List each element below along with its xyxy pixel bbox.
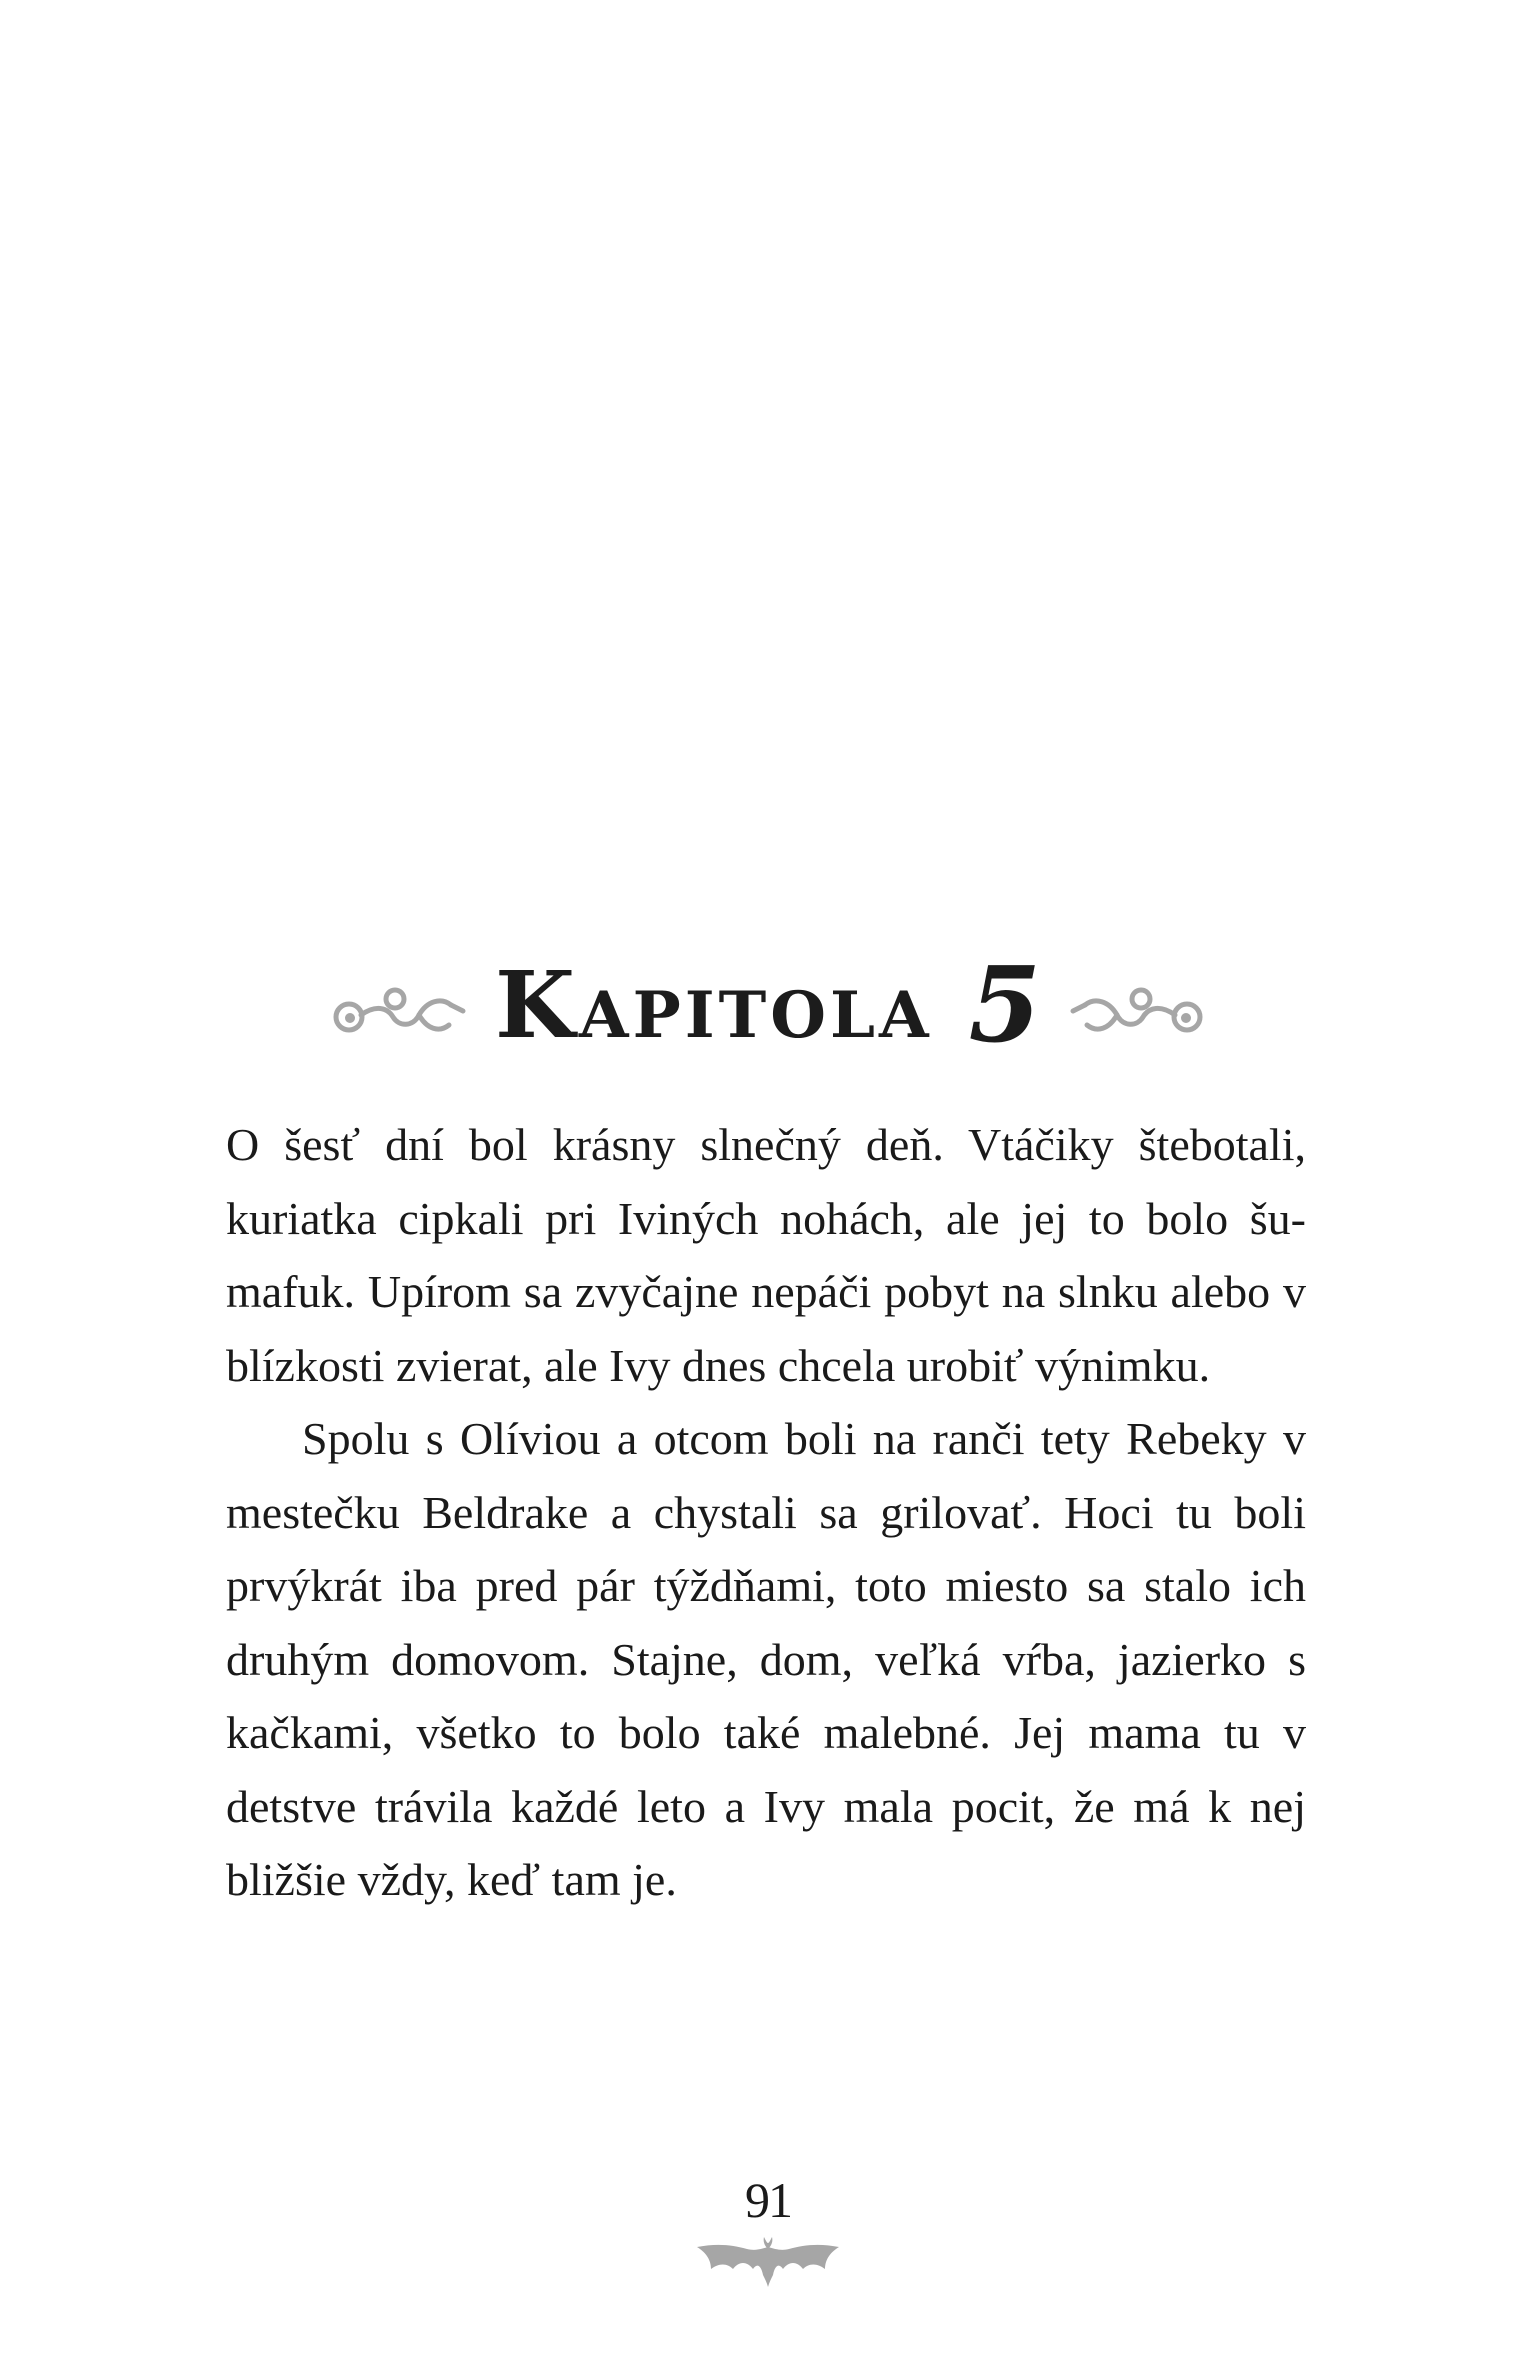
chapter-title: Kapitola <box>494 951 933 1059</box>
bat-icon <box>693 2235 843 2289</box>
swirl-ornament-left-icon <box>323 975 473 1045</box>
chapter-number: 5 <box>968 943 1042 1066</box>
paragraph-1: O šesť dní bol krásny slnečný deň. Vtáčiky štebotali, kuriatka cipkali pri Iviných nohách, ale jej to bolo šumafuk. Upírom sa zvyčajne nepáči pobyt na slnku alebo v blízkosti zvierat, ale Ivy dnes chcela urobiť výnimku. <box>226 1119 1306 1391</box>
chapter-body <box>226 1108 1306 1917</box>
chapter-heading <box>0 930 1536 1080</box>
page-footer <box>0 2172 1536 2289</box>
page-number: 91 <box>745 2172 791 2228</box>
paragraph-2: Spolu s Olíviou a otcom boli na ranči tety Rebeky v mestečku Beldrake a chystali sa grilovať. Hoci tu boli prvýkrát iba pred pár týždňami, toto miesto sa stalo ich druhým domovom. Stajne, dom, veľká vŕba, jazierko s kačkami, všetko to bolo také malebné. Jej mama tu v detstve trávila každé leto a Ivy mala pocit, že má k nej bližšie vždy, keď tam je. <box>226 1413 1306 1905</box>
swirl-ornament-right-icon <box>1063 975 1213 1045</box>
